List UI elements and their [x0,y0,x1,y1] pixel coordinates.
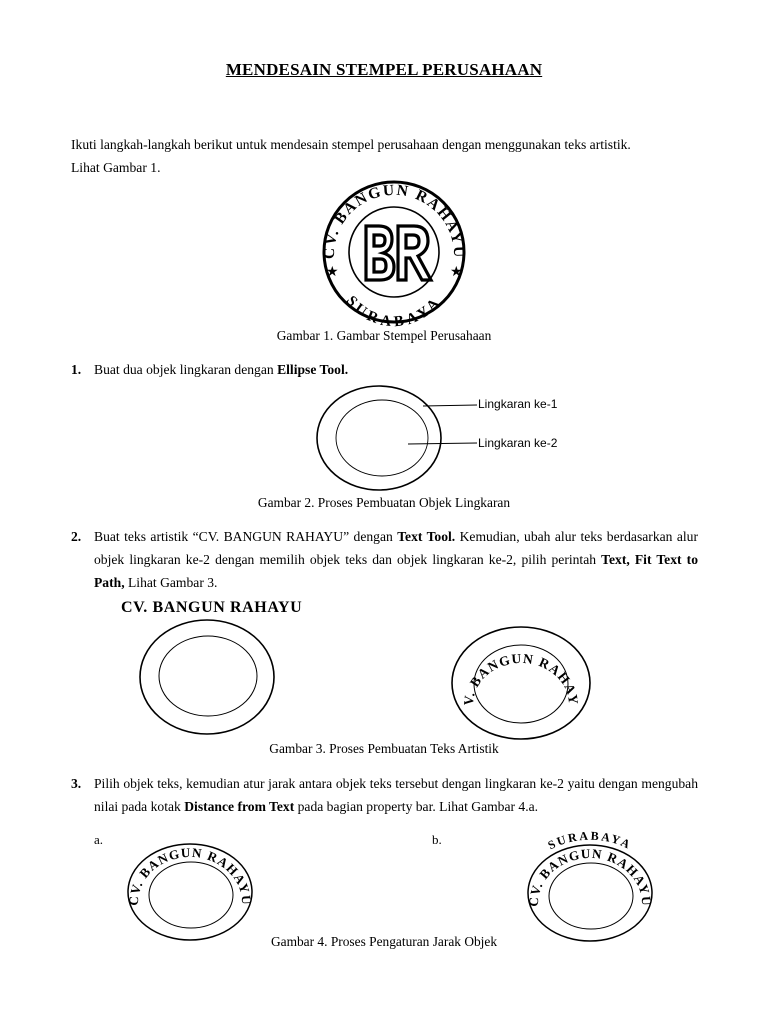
intro-line-2: Lihat Gambar 1. [71,160,161,175]
figure-4a [120,825,260,935]
stamp-star-right: ★ [450,265,463,280]
fig4b-top-arc-text: SURABAYA [545,828,635,853]
step-2-text-2: Kemudian, ubah alur teks berdasarkan alur objek lingkaran ke-2 dengan memilih objek teks dan objek lingkaran ke-2, pilih perintah [94,529,699,567]
stamp-star-left: ★ [326,265,339,280]
figure-2-caption: Gambar 2. Proses Pembuatan Objek Lingkaran [257,495,511,510]
stamp-bottom-text: SURABAYA [342,292,446,331]
step-2-bold-1: Text Tool. [397,529,456,544]
step-1 [71,358,698,381]
company-stamp-figure [314,180,474,331]
figure-4-label-b: b. [432,832,442,847]
step-3-text-2: pada bagian property bar. Lihat Gambar 4.a. [294,799,539,814]
step-2-bold-2: Text, Fit Text to Path, [94,552,698,590]
stamp-top-text: CV. BANGUN RAHAYU [320,181,468,260]
figure-1-caption: Gambar 1. Gambar Stempel Perusahaan [276,328,492,343]
label-lingkaran-2: Lingkaran ke-2 [478,436,558,450]
step-1-text: Buat dua objek lingkaran dengan [94,362,278,377]
fig3-arc-text: CV. BANGUN RAHAYU [435,598,582,707]
step-2-number: 2. [71,529,82,544]
label-lingkaran-1: Lingkaran ke-1 [478,397,558,411]
figure-4-caption: Gambar 4. Proses Pengaturan Jarak Objek [270,934,498,949]
plain-text-label: CV. BANGUN RAHAYU [121,599,303,616]
intro-paragraph [71,133,698,179]
figure-4b [520,820,660,935]
step-2 [71,525,698,594]
fig4b-inner [549,863,633,929]
callout-line-inner [408,443,477,444]
step-2-text-3: Lihat Gambar 3. [124,575,218,590]
step-3-text-1: Pilih objek teks, kemudian atur jarak antara objek teks tersebut dengan lingkaran ke-2 yaitu dengan mengubah nilai pada kotak [94,776,698,814]
step-2-text-1: Buat teks artistik “CV. BANGUN RAHAYU” dengan [94,529,398,544]
circle-inner [336,400,428,476]
figure-3-left-circles [139,618,279,738]
page-title: MENDESAIN STEMPEL PERUSAHAAN [225,60,543,79]
stamp-br-logo [366,226,431,280]
step-3 [71,772,698,818]
intro-line-1: Ikuti langkah-langkah berikut untuk mendesain stempel perusahaan dengan menggunakan teks artistik. [71,137,631,152]
figure-3-right-arc [435,598,601,740]
step-1-bold: Ellipse Tool. [277,362,349,377]
fig4a-arc-text: CV. BANGUN RAHAYU [125,844,255,907]
fig3-left-inner [159,636,257,716]
step-3-number: 3. [71,776,82,791]
figure-3-caption: Gambar 3. Proses Pembuatan Teks Artistik [269,741,499,756]
fig4a-inner [149,862,233,928]
figure-4-label-a: a. [94,832,104,847]
fig3-left-outer [140,620,274,734]
step-3-bold-1: Distance from Text [184,799,295,814]
fig4b-arc-text: CV. BANGUN RAHAYU [525,845,655,908]
step-1-number: 1. [71,362,82,377]
callout-line-outer [423,405,477,406]
